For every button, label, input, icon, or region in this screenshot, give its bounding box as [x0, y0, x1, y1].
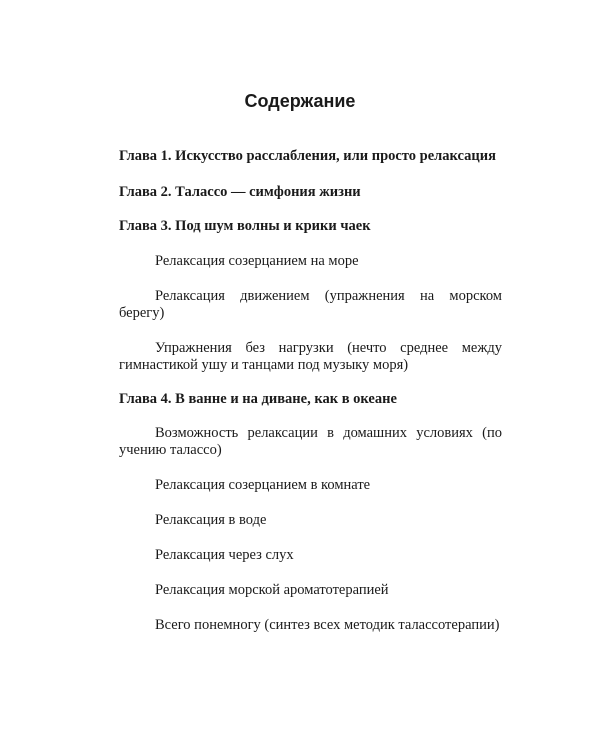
toc-chapter-3: Глава 3. Под шум волны и крики чаек: [119, 218, 371, 234]
table-of-contents: [119, 148, 502, 634]
toc-section-home: Возможность релаксации в домашних условиях (по учению талассо): [119, 425, 502, 458]
toc-section-room: Релаксация созерцанием в комнате: [155, 477, 371, 493]
page-title: Содержание: [244, 91, 356, 111]
toc-section-aroma: Релаксация морской ароматотерапией: [155, 582, 389, 598]
toc-chapter-4: Глава 4. В ванне и на диване, как в океане: [119, 391, 397, 407]
toc-section-no-load: Упражнения без нагрузки (нечто среднее между гимнастикой ушу и танцами под музыку моря): [119, 340, 502, 373]
toc-section-sea-contemplation: Релаксация созерцанием на море: [155, 253, 359, 269]
toc-chapter-2: Глава 2. Талассо — симфония жизни: [119, 184, 361, 200]
toc-section-movement: Релаксация движением (упражнения на морском берегу): [119, 288, 502, 321]
toc-section-hearing: Релаксация через слух: [155, 547, 294, 563]
toc-section-all: Всего понемногу (синтез всех методик талассотерапии): [155, 617, 500, 633]
toc-chapter-1: Глава 1. Искусство расслабления, или просто релаксация: [119, 148, 496, 164]
toc-section-water: Релаксация в воде: [155, 512, 267, 528]
